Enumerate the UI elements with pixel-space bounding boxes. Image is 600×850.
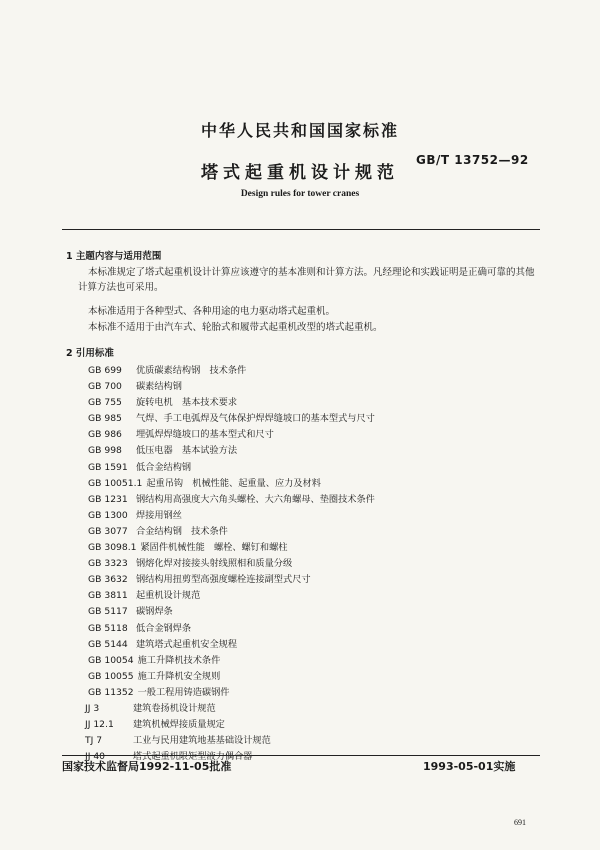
reference-code: GB 1591 [88, 461, 128, 473]
reference-title: 碳素结构钢 [136, 381, 182, 393]
reference-item [88, 460, 538, 476]
reference-code: GB 3323 [88, 558, 128, 570]
reference-item [88, 492, 538, 508]
reference-code: GB 11352 [88, 686, 134, 698]
applicability-paragraph: 本标准适用于各种型式、各种用途的电力驱动塔式起重机。 [88, 306, 336, 317]
reference-code: GB 1231 [88, 493, 128, 505]
reference-code: GB 998 [88, 445, 122, 457]
reference-code: JJ 3 [85, 702, 100, 714]
standard-number: GB/T 13752—92 [416, 153, 529, 167]
reference-item [88, 363, 538, 379]
reference-title: 钢结构用高强度大六角头螺栓、大六角螺母、垫圈技术条件 [136, 493, 375, 505]
reference-item [88, 556, 538, 572]
reference-title: 埋弧焊焊缝坡口的基本型式和尺寸 [136, 429, 274, 441]
reference-item [88, 637, 538, 653]
reference-item [85, 717, 538, 733]
reference-title: 施工升降机安全规则 [137, 670, 221, 682]
reference-code: GB 985 [88, 413, 122, 425]
reference-title: 合金结构钢 技术条件 [136, 525, 228, 537]
reference-item [88, 524, 538, 540]
reference-code: GB 5117 [88, 606, 128, 618]
reference-title: 低合金结构钢 [136, 461, 192, 473]
reference-item [88, 621, 538, 637]
reference-title: 气焊、手工电弧焊及气体保护焊焊缝坡口的基本型式与尺寸 [136, 413, 375, 425]
section-2-heading: 2 引用标准 [66, 348, 114, 359]
reference-code: GB 10055 [88, 670, 134, 682]
reference-code: GB 1300 [88, 509, 128, 521]
reference-title: 低压电器 基本试验方法 [136, 445, 238, 457]
reference-item [88, 588, 538, 604]
reference-code: GB 3811 [88, 590, 128, 602]
approval-line: 国家技术监督局1992-11-05批准 [62, 760, 232, 773]
reference-item [88, 669, 538, 685]
reference-code: GB 5118 [88, 622, 128, 634]
reference-title: 塔式起重机限矩型液力偶合器 [133, 751, 253, 763]
reference-title: 碳钢焊条 [136, 606, 173, 618]
reference-code: TJ 7 [85, 735, 103, 747]
section-1-heading: 1 主题内容与适用范围 [66, 251, 162, 262]
reference-item [88, 604, 538, 620]
reference-title: 钢结构用扭剪型高强度螺栓连接副型式尺寸 [136, 574, 311, 586]
reference-item [88, 540, 538, 556]
reference-item [88, 572, 538, 588]
reference-code: GB 986 [88, 429, 122, 441]
reference-title: 钢熔化焊对接接头射线照相和质量分级 [136, 558, 293, 570]
reference-code: GB 5144 [88, 638, 128, 650]
reference-title: 旋转电机 基本技术要求 [136, 397, 238, 409]
reference-code: GB 3632 [88, 574, 128, 586]
reference-code: JJ 12.1 [85, 719, 114, 731]
reference-title: 紧固件机械性能 螺栓、螺钉和螺柱 [140, 542, 288, 554]
document-title: 塔式起重机设计规范 [201, 163, 399, 183]
reference-item [88, 395, 538, 411]
scope-paragraph: 本标准规定了塔式起重机设计计算应该遵守的基本准则和计算方法。凡经理论和实践证明是正确可靠的其他计算方法也可采用。 [78, 267, 535, 293]
reference-title: 优质碳素结构钢 技术条件 [136, 365, 247, 376]
reference-title: 建筑卷扬机设计规范 [133, 702, 216, 714]
reference-item [88, 379, 538, 395]
reference-code: GB 10054 [88, 654, 134, 666]
exclusion-paragraph: 本标准不适用于由汽车式、轮胎式和履带式起重机改型的塔式起重机。 [88, 322, 383, 333]
reference-list [85, 363, 538, 765]
reference-code: GB 3077 [88, 525, 128, 537]
english-title: Design rules for tower cranes [240, 189, 360, 199]
page-number: 691 [514, 818, 526, 827]
reference-title: 焊接用钢丝 [136, 509, 182, 521]
effective-date: 1993-05-01实施 [423, 760, 516, 773]
reference-code: JJ 40 [85, 751, 106, 763]
reference-code: GB 699 [88, 365, 122, 376]
reference-code: GB 755 [88, 397, 122, 409]
reference-code: GB 10051.1 [88, 477, 143, 489]
reference-title: 低合金钢焊条 [136, 622, 192, 634]
reference-title: 施工升降机技术条件 [137, 654, 221, 666]
reference-title: 起重机设计规范 [136, 590, 201, 602]
reference-title: 建筑机械焊接质量规定 [133, 719, 225, 731]
reference-item [88, 427, 538, 443]
reference-item [88, 685, 538, 701]
reference-title: 建筑塔式起重机安全规程 [136, 638, 238, 650]
reference-item [88, 476, 538, 492]
reference-item [88, 508, 538, 524]
issuing-authority: 中华人民共和国国家标准 [200, 121, 399, 140]
reference-item [85, 733, 538, 749]
reference-title: 工业与民用建筑地基基础设计规范 [133, 735, 271, 747]
reference-item [88, 411, 538, 427]
reference-title: 一般工程用铸造碳钢件 [137, 686, 230, 698]
reference-item [88, 443, 538, 459]
reference-item [85, 701, 538, 717]
reference-code: GB 700 [88, 381, 122, 393]
bottom-divider [62, 755, 540, 756]
reference-code: GB 3098.1 [88, 542, 137, 554]
reference-title: 起重吊钩 机械性能、起重量、应力及材料 [146, 477, 321, 489]
reference-item [88, 653, 538, 669]
top-divider [62, 229, 540, 230]
